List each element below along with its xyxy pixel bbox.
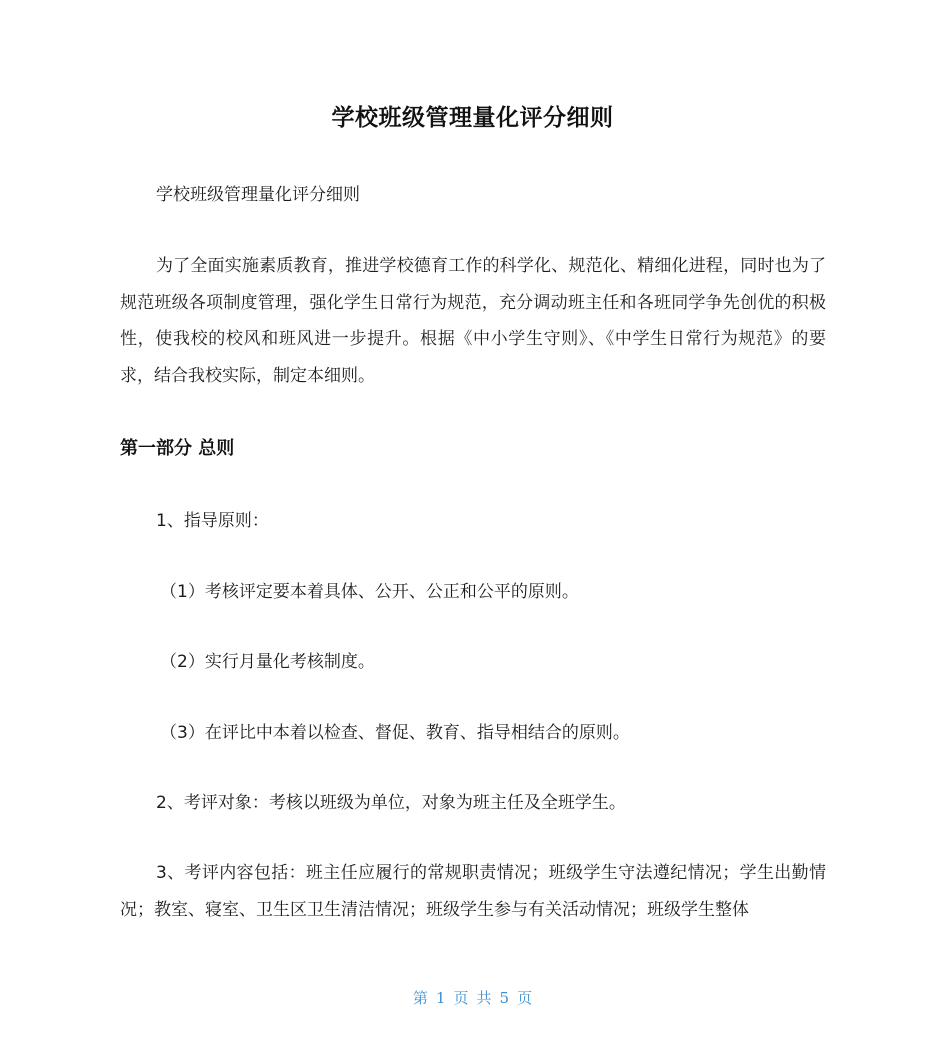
page-footer <box>0 987 945 1009</box>
list-subitem: （1）考核评定要本着具体、公开、公正和公平的原则。 <box>160 582 579 602</box>
list-subitem: （2）实行月量化考核制度。 <box>160 652 375 672</box>
footer-page-word-end: 页 <box>517 989 533 1007</box>
list-subitem: （3）在评比中本着以检查、督促、教育、指导相结合的原则。 <box>160 723 630 743</box>
list-item-guiding-principles: 1、指导原则： <box>156 511 269 531</box>
document-subtitle: 学校班级管理量化评分细则 <box>156 185 360 205</box>
list-item-evaluation-content: 3、考评内容包括：班主任应履行的常规职责情况；班级学生守法遵纪情况；学生出勤情况；教室、寝室、卫生区卫生清洁情况；班级学生参与有关活动情况；班级学生整体 <box>120 863 826 920</box>
section-heading: 第一部分 总则 <box>120 438 235 459</box>
footer-total-pages: 5 <box>499 989 510 1007</box>
footer-total-word: 共 <box>476 989 492 1007</box>
list-item-evaluation-target: 2、考评对象：考核以班级为单位，对象为班主任及全班学生。 <box>156 793 626 813</box>
footer-page-prefix: 第 <box>412 989 428 1007</box>
footer-current-page: 1 <box>435 989 446 1007</box>
footer-page-word: 页 <box>453 989 469 1007</box>
intro-paragraph: 为了全面实施素质教育，推进学校德育工作的科学化、规范化、精细化进程，同时也为了规范班级各项制度管理，强化学生日常行为规范，充分调动班主任和各班同学争先创优的积极性，使我校的校风和班风进一步提升。根据《中小学生守则》、《中学生日常行为规范》的要求，结合我校实际，制定本细则。 <box>120 256 826 386</box>
document-title: 学校班级管理量化评分细则 <box>331 105 614 131</box>
